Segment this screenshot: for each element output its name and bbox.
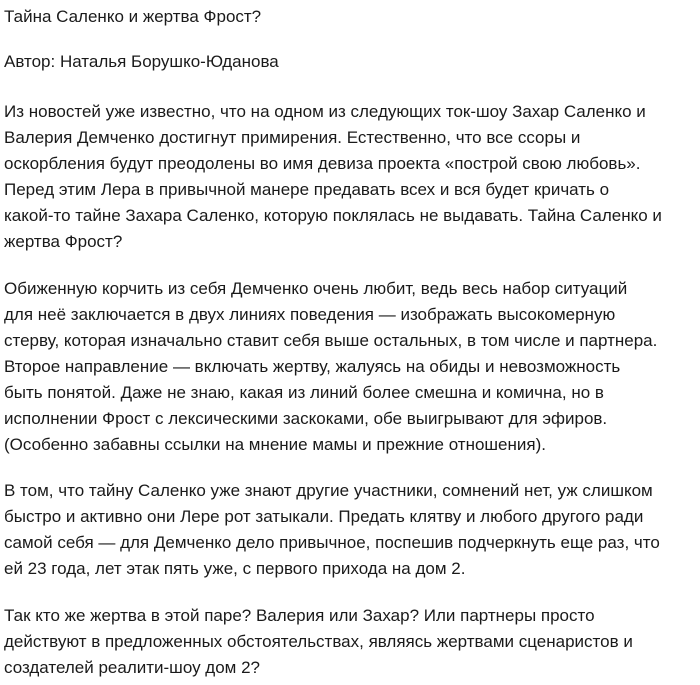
- text-line: быстро и активно они Лере рот затыкали. Предать клятву и любого другого ради: [4, 507, 644, 526]
- text-line: оскорбления будут преодолены во имя девиза проекта «построй свою любовь».: [4, 154, 641, 173]
- paragraph-1: [4, 99, 694, 255]
- text-line: создателей реалити-шоу дом 2?: [4, 658, 260, 677]
- text-line: (Особенно забавны ссылки на мнение мамы и прежние отношения).: [4, 435, 546, 454]
- article-title: Тайна Саленко и жертва Фрост?: [4, 7, 262, 26]
- text-line: ей 23 года, лет этак пять уже, с первого прихода на дом 2.: [4, 559, 466, 578]
- text-line: действуют в предложенных обстоятельствах, являясь жертвами сценаристов и: [4, 632, 633, 651]
- text-line: Валерия Демченко достигнут примирения. Естественно, что все ссоры и: [4, 128, 581, 147]
- text-line: Из новостей уже известно, что на одном из следующих ток-шоу Захар Саленко и: [4, 102, 646, 121]
- paragraph-2: [4, 276, 694, 458]
- text-line: Так кто же жертва в этой паре? Валерия или Захар? Или партнеры просто: [4, 606, 595, 625]
- text-line: стерву, которая изначально ставит себя выше остальных, в том числе и партнера.: [4, 331, 658, 350]
- text-line: В том, что тайну Саленко уже знают другие участники, сомнений нет, уж слишком: [4, 481, 653, 500]
- paragraph-3: [4, 478, 694, 582]
- article-author: Автор: Наталья Борушко-Юданова: [4, 52, 279, 71]
- text-line: для неё заключается в двух линиях поведения — изображать высокомерную: [4, 305, 616, 324]
- text-line: Перед этим Лера в привычной манере предавать всех и вся будет кричать о: [4, 180, 610, 199]
- text-line: какой-то тайне Захара Саленко, которую поклялась не выдавать. Тайна Саленко и: [4, 206, 662, 225]
- text-line: исполнении Фрост с лексическими заскоками, обе выигрывают для эфиров.: [4, 409, 608, 428]
- text-line: самой себя — для Демченко дело привычное, поспешив подчеркнуть еще раз, что: [4, 533, 660, 552]
- text-line: жертва Фрост?: [4, 232, 123, 251]
- text-line: быть понятой. Даже не знаю, какая из линий более смешна и комична, но в: [4, 383, 604, 402]
- paragraph-4: [4, 603, 694, 681]
- text-line: Второе направление — включать жертву, жалуясь на обиды и невозможность: [4, 357, 621, 376]
- text-line: Обиженную корчить из себя Демченко очень любит, ведь весь набор ситуаций: [4, 279, 628, 298]
